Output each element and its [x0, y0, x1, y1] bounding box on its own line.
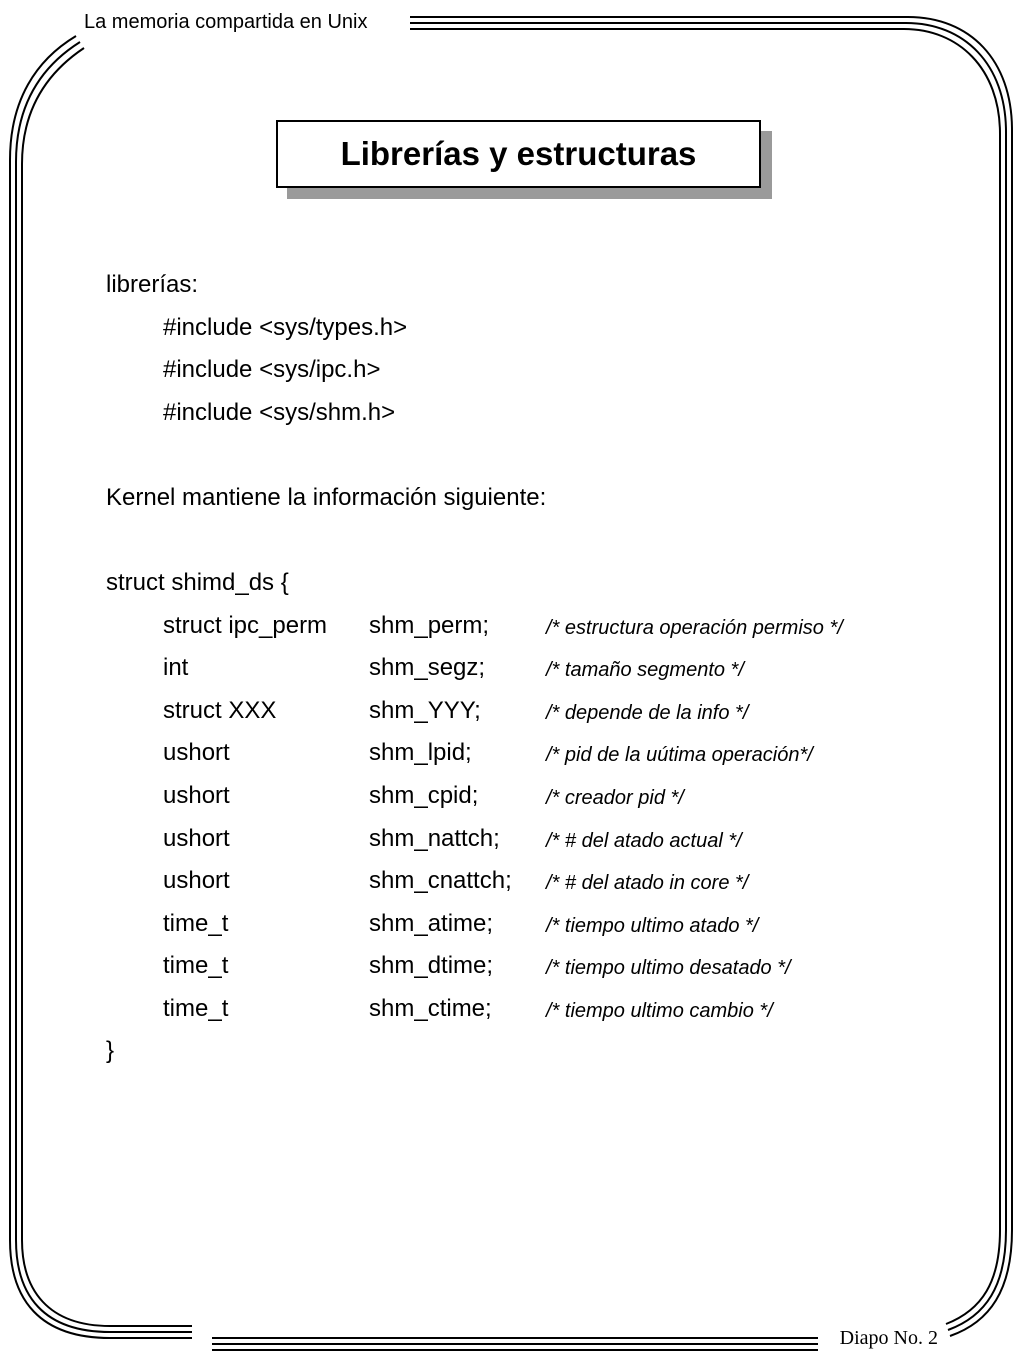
slide-title: Librerías y estructuras	[340, 135, 697, 172]
struct-field-row	[163, 781, 923, 811]
field-type: ushort	[163, 739, 230, 766]
field-type: time_t	[163, 995, 229, 1022]
include-line: #include <sys/shm.h>	[163, 399, 396, 426]
field-comment: /* tiempo ultimo atado */	[546, 915, 759, 937]
field-type: struct XXX	[163, 697, 277, 724]
slide-number: Diapo No. 2	[834, 1326, 938, 1350]
field-type: int	[163, 654, 189, 681]
field-name: shm_perm;	[369, 612, 490, 639]
field-comment: /* pid de la uútima operación*/	[546, 744, 813, 766]
include-line: #include <sys/types.h>	[163, 314, 408, 341]
libraries-label: librerías:	[106, 271, 199, 298]
kernel-text: Kernel mantiene la información siguiente:	[106, 484, 547, 511]
struct-field-row	[163, 866, 923, 896]
field-type: struct ipc_perm	[163, 612, 328, 639]
struct-open: struct shimd_ds {	[106, 569, 289, 596]
struct-close: }	[106, 1037, 115, 1064]
field-comment: /* estructura operación permiso */	[546, 617, 843, 639]
field-comment: /* creador pid */	[546, 787, 684, 809]
field-comment: /* depende de la info */	[546, 702, 749, 724]
struct-field-row	[163, 951, 923, 981]
field-name: shm_dtime;	[369, 952, 494, 979]
field-type: time_t	[163, 910, 229, 937]
field-type: ushort	[163, 825, 230, 852]
field-name: shm_segz;	[369, 654, 486, 681]
include-line: #include <sys/ipc.h>	[163, 356, 381, 383]
field-type: ushort	[163, 782, 230, 809]
field-name: shm_nattch;	[369, 825, 500, 852]
field-comment: /* # del atado actual */	[546, 830, 742, 852]
field-name: shm_cnattch;	[369, 867, 512, 894]
struct-field-row	[163, 738, 923, 768]
field-type: ushort	[163, 867, 230, 894]
header-title: La memoria compartida en Unix	[84, 10, 371, 34]
field-name: shm_atime;	[369, 910, 494, 937]
field-name: shm_cpid;	[369, 782, 479, 809]
struct-field-row	[163, 909, 923, 939]
struct-field-row	[163, 994, 923, 1024]
field-comment: /* tiempo ultimo desatado */	[546, 957, 791, 979]
field-comment: /* tiempo ultimo cambio */	[546, 1000, 773, 1022]
field-name: shm_lpid;	[369, 739, 472, 766]
field-name: shm_YYY;	[369, 697, 481, 724]
title-box	[276, 120, 761, 188]
struct-field-row	[163, 611, 923, 641]
struct-field-row	[163, 653, 923, 683]
field-type: time_t	[163, 952, 229, 979]
field-name: shm_ctime;	[369, 995, 492, 1022]
struct-field-row	[163, 696, 923, 726]
field-comment: /* tamaño segmento */	[546, 659, 744, 681]
field-comment: /* # del atado in core */	[546, 872, 749, 894]
struct-field-row	[163, 824, 923, 854]
